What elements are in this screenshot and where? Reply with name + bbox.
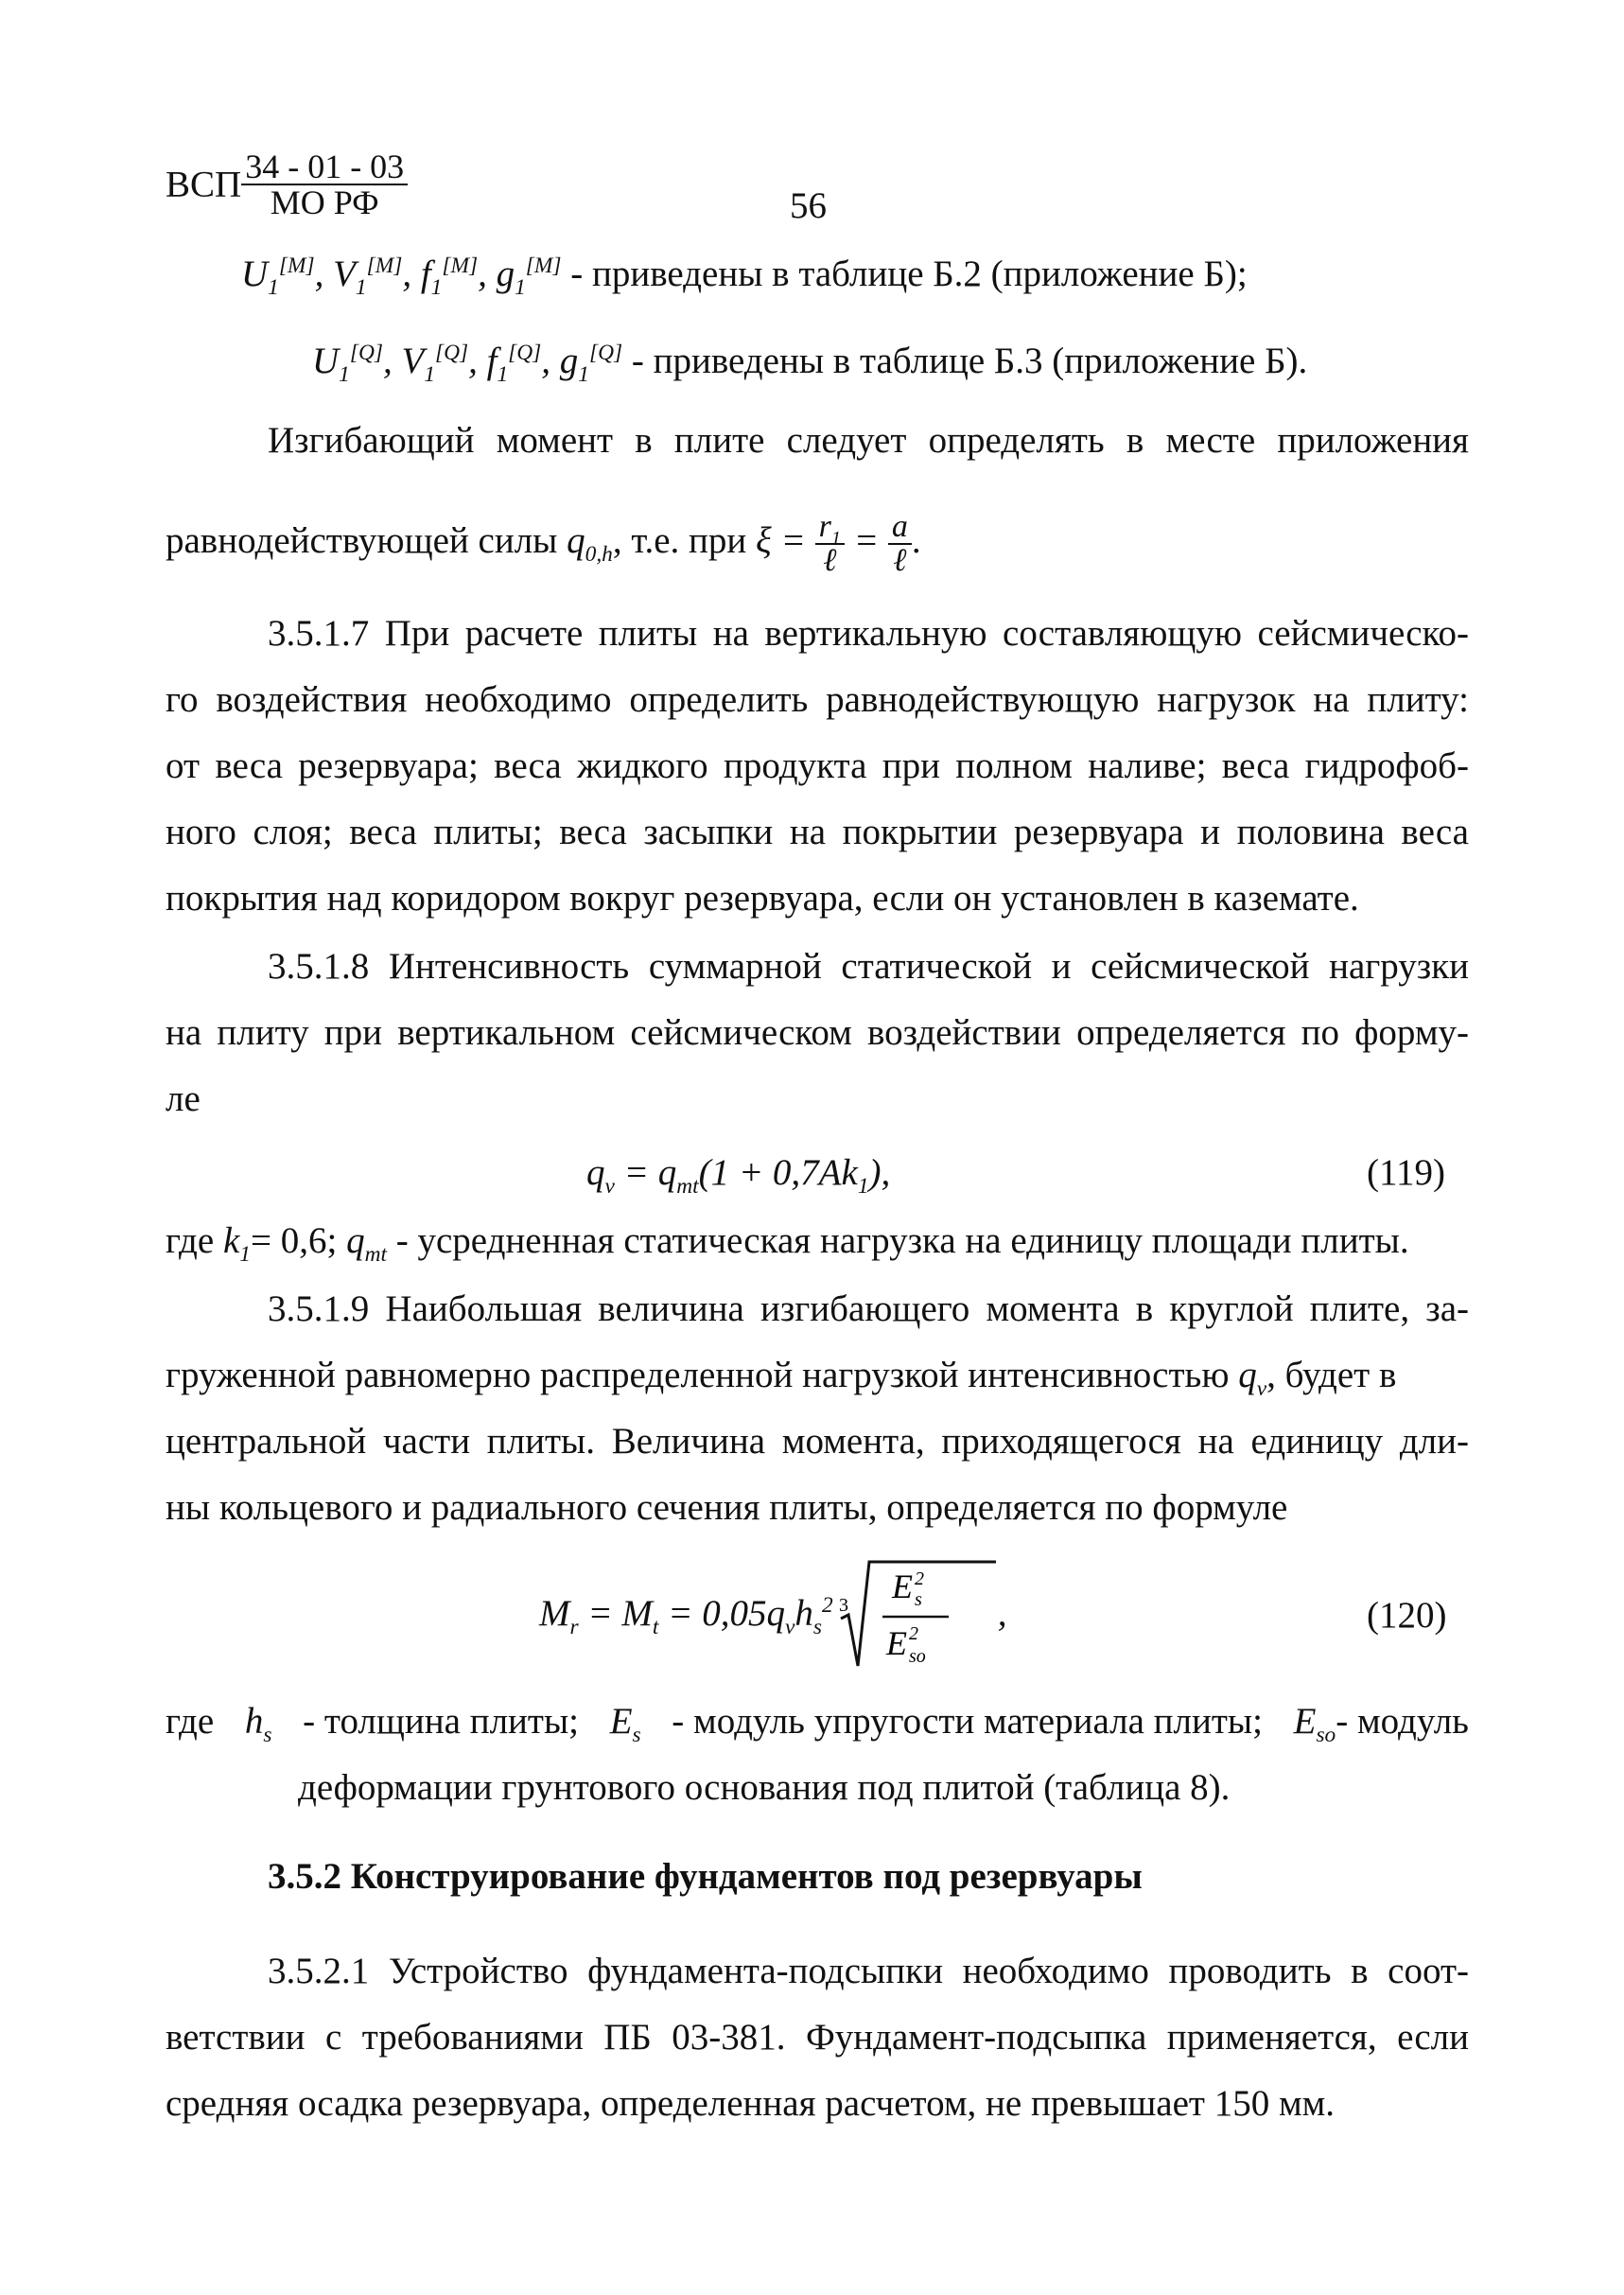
- paragraph-line-with-formula: [166, 1701, 1469, 1747]
- symbols-line-1: [241, 254, 1248, 300]
- paragraph-line: ны кольцевого и радиального сечения плиты, определяется по формуле: [166, 1487, 1288, 1528]
- text-segment: - усредненная статическая нагрузка на единицу площади плиты.: [395, 1220, 1409, 1261]
- paragraph-line: на плиту при вертикальном сейсмическом воздействии определяется по форму-: [166, 1012, 1469, 1053]
- paragraph-line: ного слоя; веса плиты; веса засыпки на покрытии резервуара и половина веса: [166, 812, 1469, 852]
- text-segment: равнодействующей силы: [166, 519, 558, 561]
- svg-text:2: 2: [914, 1568, 924, 1589]
- doc-code-prefix: ВСП: [166, 164, 242, 205]
- doc-code-numerator: 34 - 01 - 03: [241, 149, 408, 185]
- paragraph-line: от веса резервуара; веса жидкого продукта при полном наливе; веса гидрофоб-: [166, 745, 1469, 786]
- paragraph-line-with-formula: равнодействующей силы $q_{0,h}$, т.е. при ξ = $\frac{r_1}{\text{ℓ}}$ = $\frac{a}{\text{ℓ}}$ .: [166, 509, 921, 578]
- symbols-m-description: - приведены в таблице Б.2 (приложение Б);: [570, 254, 1248, 294]
- formula-xi: ξ =: [756, 519, 815, 561]
- symbols-q: $U_1[Q]$, $V_1[Q]$, $f_1[Q]$, $g_1[Q]$: [312, 341, 623, 387]
- formula-q0h: $q_{0,h}$: [567, 519, 613, 567]
- paragraph-line: 3.5.1.7 При расчете плиты на вертикальную составляющую сейсмическо-: [268, 613, 1469, 654]
- text-segment: , т.е. при: [612, 519, 747, 561]
- symbols-line-2: [312, 341, 1308, 387]
- page-number: 56: [790, 185, 827, 226]
- paragraph-line: деформации грунтового основания под плитой (таблица 8).: [298, 1767, 1231, 1808]
- formula-hs: $h_s$: [244, 1701, 272, 1747]
- paragraph-line: 3.5.1.8 Интенсивность суммарной статической и сейсмической нагрузки: [268, 946, 1469, 987]
- paragraph-line: покрытия над коридором вокруг резервуара, если он установлен в каземате.: [166, 878, 1359, 919]
- svg-text:3: 3: [838, 1595, 848, 1616]
- text-segment: груженной равномерно распределенной нагрузкой интенсивностью $q_v$, будет в: [166, 1355, 1397, 1401]
- paragraph-line: 3.5.1.9 Наибольшая величина изгибающего момента в круглой плите, за-: [268, 1288, 1469, 1329]
- text-segment: где: [166, 1220, 215, 1261]
- equation-120: $M_r = M_t = 0,05q_vh_s^2$ 3 E 2 s E 2 so ,: [539, 1556, 1006, 1670]
- text-segment: - модуль упругости материала плиты;: [672, 1701, 1263, 1742]
- text-segment: - модуль: [1336, 1701, 1469, 1742]
- svg-text:E: E: [885, 1624, 907, 1662]
- svg-text:so: so: [908, 1646, 926, 1667]
- doc-code-fraction: [241, 149, 408, 219]
- svg-text:E: E: [891, 1568, 913, 1605]
- equation-120-number: (120): [1367, 1595, 1447, 1636]
- root-sign-icon: [837, 1556, 998, 1670]
- formula-fraction-a-l: $\frac{a}{\text{ℓ}}$: [888, 511, 912, 577]
- paragraph-line: го воздействия необходимо определить равнодействующую нагрузок на плиту:: [166, 679, 1469, 720]
- formula-es: $E_s$: [609, 1701, 641, 1747]
- formula-qv: $q_v$: [1238, 1355, 1267, 1401]
- equation-119-number: (119): [1367, 1152, 1446, 1193]
- formula-qmt: $q_{mt}$: [346, 1220, 387, 1267]
- cube-root: [837, 1556, 998, 1670]
- equation-119: $q_v = q_{mt}(1 + 0,7Ak_1)$,: [586, 1152, 891, 1199]
- symbols-m: $U_1[M]$, $V_1[M]$, $f_1[M]$, $g_1[M]$: [241, 254, 562, 300]
- svg-text:s: s: [914, 1589, 922, 1610]
- doc-code-denominator: МО РФ: [270, 184, 379, 221]
- paragraph-line: Изгибающий момент в плите следует определять в месте приложения: [268, 420, 1469, 461]
- formula-fraction-r1-l: $\frac{r_1}{\text{ℓ}}$: [815, 511, 845, 577]
- symbols-q-description: - приведены в таблице Б.3 (приложение Б).: [631, 341, 1308, 381]
- paragraph-line-with-formula: [166, 1220, 1409, 1267]
- svg-text:2: 2: [908, 1623, 918, 1644]
- paragraph-line: средняя осадка резервуара, определенная расчетом, не превышает 150 мм.: [166, 2083, 1336, 2124]
- paragraph-line: ле: [166, 1078, 201, 1119]
- text-segment: - толщина плиты;: [303, 1701, 580, 1742]
- text-segment: = 0,6;: [250, 1220, 338, 1261]
- section-heading: 3.5.2 Конструирование фундаментов под резервуары: [268, 1856, 1143, 1897]
- doc-code: [166, 149, 408, 219]
- formula-k1: $k_1$: [222, 1220, 251, 1267]
- text-segment: где: [166, 1701, 215, 1742]
- paragraph-line: 3.5.2.1 Устройство фундамента-подсыпки необходимо проводить в соот-: [268, 1951, 1469, 1991]
- paragraph-line: ветствии с требованиями ПБ 03-381. Фундамент-подсыпка применяется, если: [166, 2017, 1469, 2058]
- formula-eso: $E_{so}$: [1293, 1701, 1336, 1747]
- paragraph-line-with-formula: [166, 1355, 1469, 1401]
- paragraph-line: центральной части плиты. Величина момента, приходящегося на единицу дли-: [166, 1421, 1469, 1462]
